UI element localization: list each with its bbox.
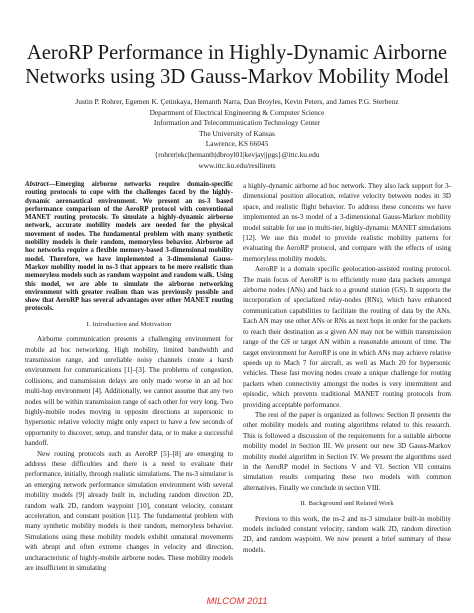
title-line-1: AeroRP Performance in Highly-Dynamic Airborne: [26, 42, 448, 64]
author-website: www.ittc.ku.edu/resilinets: [198, 160, 276, 170]
paragraph-organization: The rest of the paper is organized as follows: Section II presents the other mobility models and routing algorithms related to this research. This is followed a discussion of the requirements for a suitable airborne mobility model in Section III. We present our new 3D Gauss-Markov mobility model algorithm in Section IV. We present the algorithms used in the AeroRP model in Sections V and VI. Section VII contains simulation results comparing these two models with common alternatives. Finally we conclude in section VIII.: [243, 410, 451, 492]
affiliation-location: Lawrence, KS 66045: [205, 139, 269, 149]
right-column: [243, 181, 451, 555]
author-block: [20, 97, 454, 171]
conference-footer: MILCOM 2011: [206, 596, 268, 607]
abstract-label: Abstract: [25, 181, 49, 188]
author-list: Justin P. Rohrer, Egemen K. Çetinkaya, Hemanth Narra, Dan Broyles, Kevin Peters, and James P.G. Sterbenz: [75, 97, 399, 106]
title-line-2: Networks using 3D Gauss-Markov Mobility Model: [25, 66, 449, 88]
affiliation-department: Department of Electrical Engineering & Computer Science: [149, 107, 325, 117]
paragraph-intro-3: a highly-dynamic airborne ad hoc network. They also lack support for 3-dimensional position allocation, relative velocity between nodes in 3D space, and realistic flight behavior. To address these concerns we have implemented an ns-3 model of a 3-dimensional Gauss-Markov mobility model suitable for use in multi-tier, highly-dynamic MANET simulations [12]. We use this model to provide realistic mobility patterns for evaluating the AeroRP protocol, and compare with the effects of using memoryless mobility models.: [243, 182, 451, 263]
affiliation-center: Information and Telecommunication Technology Center: [153, 118, 321, 128]
left-column: [25, 181, 233, 574]
paragraph-background-1: Previous to this work, the ns-2 and ns-3 simulator built-in mobility models included constant velocity, random walk 2D, random direction 2D, and random waypoint. We now present a brief summary of these models.: [243, 514, 451, 554]
abstract: [25, 181, 233, 314]
section-heading-introduction: I. Introduction and Motivation: [86, 320, 172, 328]
abstract-text: —Emerging airborne networks require domain-specific routing protocols to cope with the challenges faced by the highly-dynamic aeronautical environment. We present an ns-3 based performance comparison of the AeroRP protocol with conventional MANET routing protocols. To simulate a highly-dynamic airborne network, accurate mobility models are needed for the physical movement of nodes. The fundamental problem with many synthetic mobility models is their random, memoryless behavior. Airborne ad hoc networks require a flexible memory-based 3-dimensional mobility model. Therefore, we have implemented a 3-dimensional Gauss-Markov mobility model in ns-3 that appears to be more realistic than memoryless models such as random waypoint and random walk. Using this model, we are able to simulate the airborne networking environment with greater realism than was previously possible and show that AeroRP has several advantages over other MANET routing protocols.: [25, 181, 233, 313]
paragraph-intro-1: Airborne communication presents a challenging environment for mobile ad hoc networking. High mobility, limited bandwidth and transmission range, and unreliable noisy channels create a harsh environment for communications [1]–[3]. The problems of congestion, collisions, and transmission delays are only made worse in an ad hoc multi-hop environment [4]. Additionally, we cannot assume that any two nodes will be within transmission range of each other for very long. Two highly-mobile nodes moving in opposite directions at supersonic to hypersonic relative velocity might only expect to have a few seconds of opportunity to discover, setup, and transfer data, or to make a successful handoff.: [25, 335, 233, 448]
affiliation-university: The University of Kansas: [199, 128, 275, 138]
section-heading-background: II. Background and Related Work: [300, 500, 394, 508]
paper-title: [20, 41, 454, 89]
author-emails: {rohrer|ekc|hemanth|dbroyl01|kevjay|jpgs}@ittc.ku.edu: [154, 149, 320, 159]
paragraph-intro-2: New routing protocols such as AeroRP [5]–[8] are emerging to address these difficulties and there is a need to evaluate their performance, initially, through realistic simulations. The ns-3 simulator is an emerging network performance simulation environment with several mobility models [9] already built in, including random direction 2D, random walk 2D, random waypoint [10], constant velocity, constant acceleration, and constant position [11]. The fundamental problem with many synthetic mobility models is their random, memoryless behavior. Simulations using these mobility models exhibit unnatural movements with abrupt and often extreme changes in velocity and direction, uncharacteristic of highly-mobile airborne nodes. These mobility models are insufficient in simulating: [25, 449, 233, 573]
paragraph-aerorp: AeroRP is a domain specific geolocation-assisted routing protocol. The main focus of AeroRP is to efficiently route data packets amongst airborne nodes (ANs) and back to a ground station (GS). It supports the incorporation of specialized relay-nodes (RNs), which have enhanced communication capabilities to facilitate the routing of data by the ANs. Each AN may use other ANs or RNs as next hops in order for the packets to reach their destination as a given AN may not be within transmission range of the GS or target AN within a reasonable amount of time. The target environment for AeroRP is one in which ANs may achieve relative speeds up to Mach 7 for aircraft, as well as Mach 20 for hypersonic vehicles. These fast moving nodes create a unique challenge for routing packets when connectivity amongst the nodes is very intermittent and episodic, which prevents traditional MANET routing protocols from providing acceptable performance.: [243, 265, 451, 409]
